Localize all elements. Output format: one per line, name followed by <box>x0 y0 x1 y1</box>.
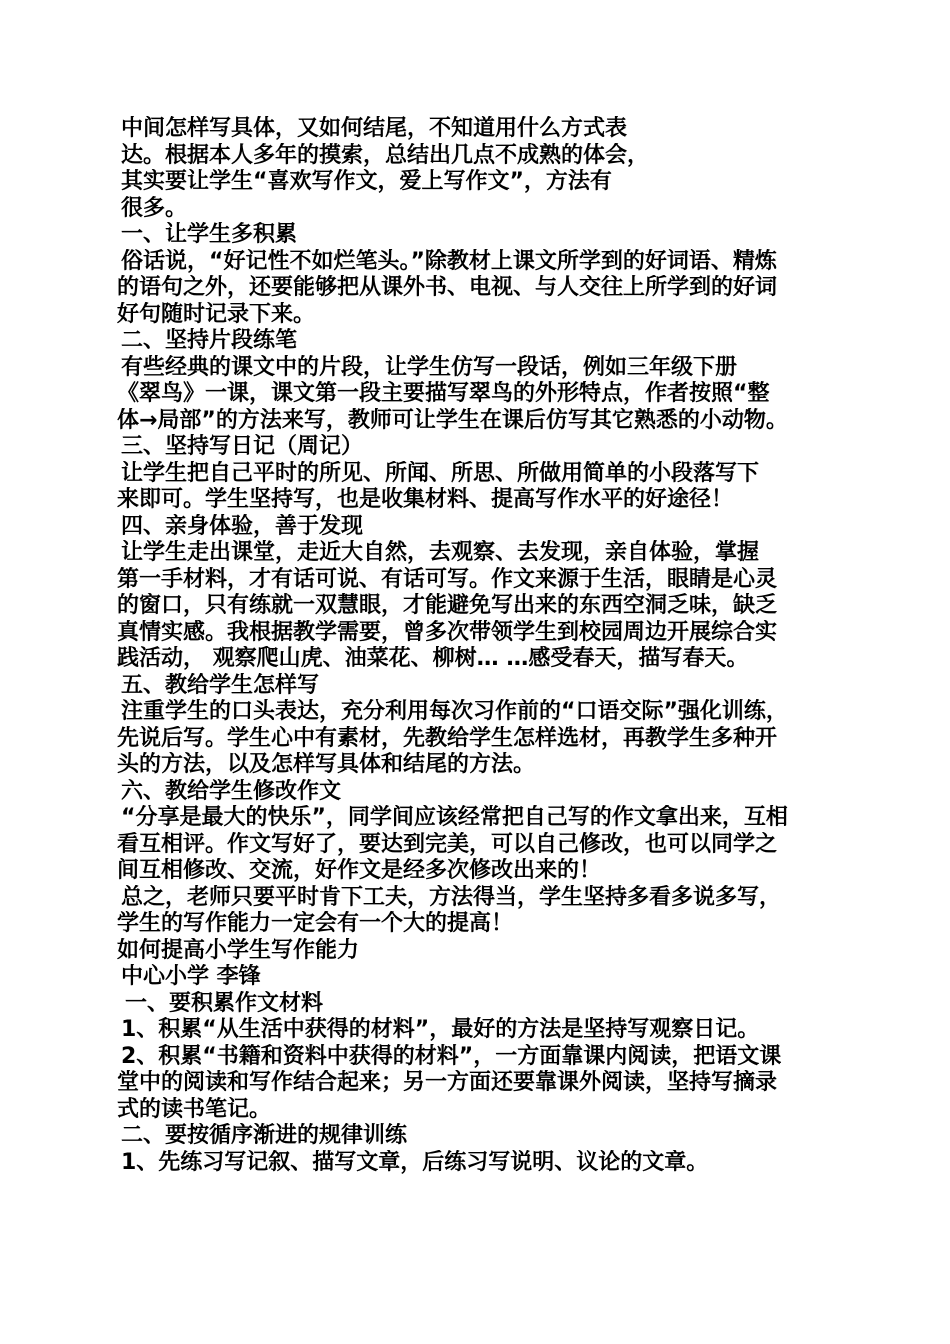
text-line: 中间怎样写具体，又如何结尾，不知道用什么方式表 <box>121 116 628 141</box>
text-line: 俗话说，“好记性不如烂笔头。”除教材上课文所学到的好词语、精炼 <box>121 248 777 274</box>
text-line: 2、积累“书籍和资料中获得的材料”，一方面靠课内阅读，把语文课 <box>121 1043 782 1069</box>
document-body <box>117 116 837 1176</box>
text-line: 一、要积累作文材料 <box>125 990 324 1016</box>
text-line: 1、积累“从生活中获得的材料”，最好的方法是坚持写观察日记。 <box>121 1017 760 1042</box>
text-line: 学生的写作能力一定会有一个大的提高！ <box>117 911 514 936</box>
text-line: 头的方法，以及怎样写具体和结尾的方法。 <box>117 752 536 777</box>
text-line: 达。根据本人多年的摸索，总结出几点不成熟的体会， <box>121 142 650 168</box>
text-line: 五、教给学生怎样写 <box>121 672 320 698</box>
text-line: 《翠鸟》一课，课文第一段主要描写翠鸟的外形特点，作者按照“整 <box>117 381 770 406</box>
text-line: 三、坚持写日记（周记） <box>121 434 364 459</box>
text-line: 体→局部”的方法来写，教师可让学生在课后仿写其它熟悉的小动物。 <box>117 407 788 433</box>
text-line: 先说后写。学生心中有素材，先教给学生怎样选材，再教学生多种开 <box>117 725 778 751</box>
text-line: 总之，老师只要平时肯下工夫，方法得当，学生坚持多看多说多写， <box>121 884 782 910</box>
text-line: 的语句之外，还要能够把从课外书、电视、与人交往上所学到的好词 <box>117 275 778 300</box>
text-line: 其实要让学生“喜欢写作文，爱上写作文”，方法有 <box>121 169 612 194</box>
text-line: 六、教给学生修改作文 <box>121 778 342 804</box>
text-line: 践活动， 观察爬山虎、油菜花、柳树… …感受春天，描写春天。 <box>117 646 749 671</box>
text-line: 看互相评。作文写好了，要达到完美，可以自己修改，也可以同学之 <box>117 831 778 857</box>
text-line: 1、先练习写记叙、描写文章，后练习写说明、议论的文章。 <box>121 1149 709 1175</box>
text-line: 有些经典的课文中的片段，让学生仿写一段话，例如三年级下册 <box>121 354 738 380</box>
text-line: 让学生把自己平时的所见、所闻、所思、所做用简单的小段落写下 <box>121 460 760 486</box>
text-line: 四、亲身体验，善于发现 <box>121 513 364 539</box>
text-line: 好句随时记录下来。 <box>117 301 316 327</box>
text-line: 式的读书笔记。 <box>117 1096 272 1122</box>
text-line: 来即可。学生坚持写，也是收集材料、提高写作水平的好途径！ <box>117 487 734 512</box>
text-line: 堂中的阅读和写作结合起来；另一方面还要靠课外阅读，坚持写摘录 <box>117 1070 778 1095</box>
text-line: 间互相修改、交流，好作文是经多次修改出来的！ <box>117 858 602 883</box>
text-line: 让学生走出课堂，走近大自然，去观察、去发现，亲自体验，掌握 <box>121 540 760 565</box>
text-line: 第一手材料，才有话可说、有话可写。作文来源于生活，眼睛是心灵 <box>117 566 778 592</box>
text-line: 如何提高小学生写作能力 <box>117 937 360 963</box>
text-line: 真情实感。我根据教学需要，曾多次带领学生到校园周边开展综合实 <box>117 619 778 645</box>
text-line: 很多。 <box>121 195 188 221</box>
text-line: 二、坚持片段练笔 <box>121 328 298 353</box>
text-line: 注重学生的口头表达，充分利用每次习作前的“口语交际”强化训练， <box>121 699 788 724</box>
text-line: 的窗口，只有练就一双慧眼，才能避免写出来的东西空洞乏味，缺乏 <box>117 593 778 618</box>
text-line: 二、要按循序渐进的规律训练 <box>121 1123 408 1148</box>
text-line: 中心小学 李锋 <box>121 964 261 989</box>
text-line: 一、让学生多积累 <box>121 222 298 247</box>
text-line: “分享是最大的快乐”，同学间应该经常把自己写的作文拿出来，互相 <box>121 805 788 830</box>
